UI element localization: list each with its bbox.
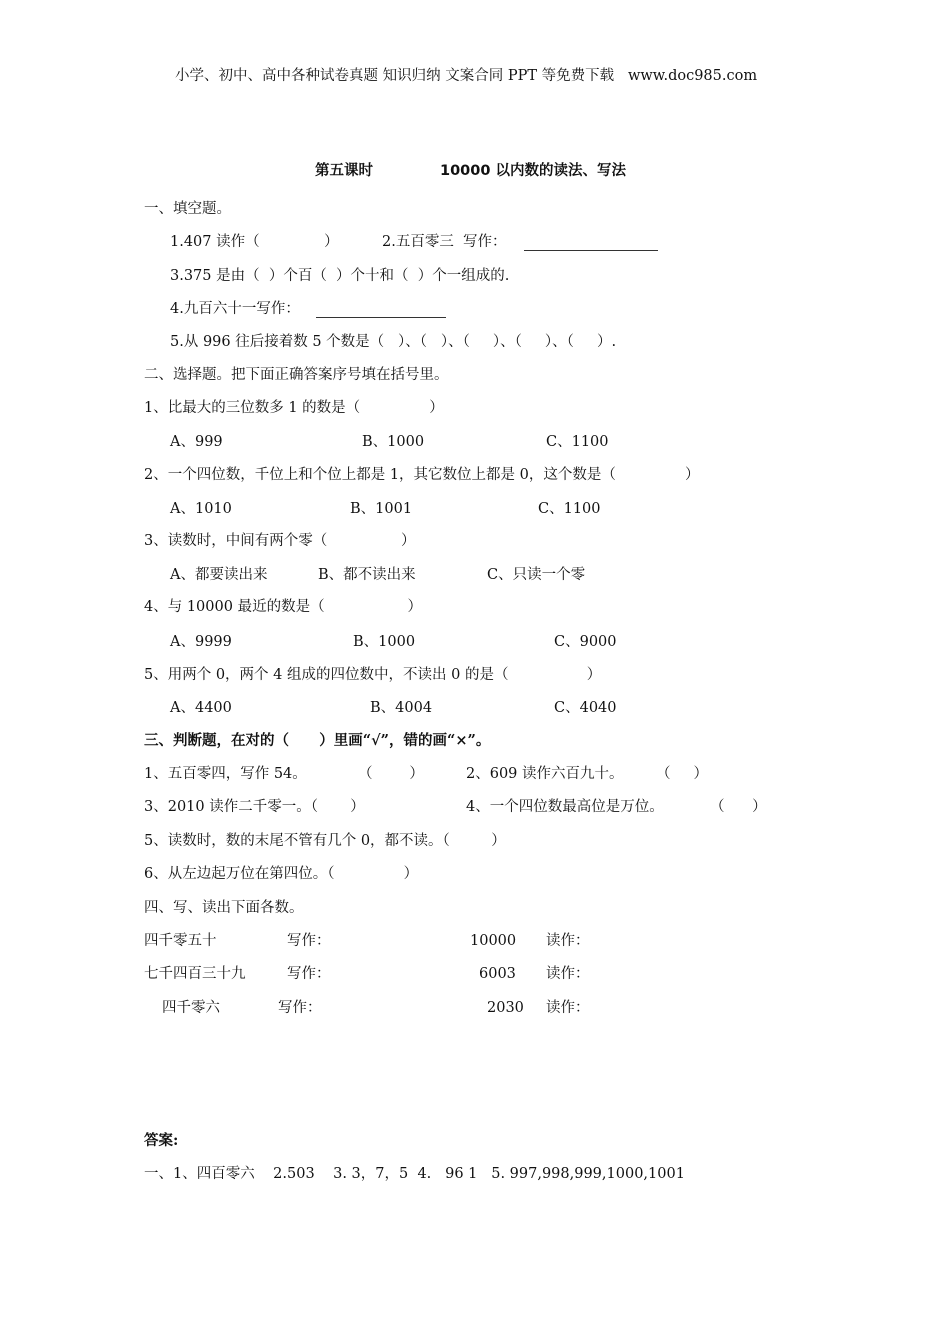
judge-q1: 1、五百零四，写作 54。 (144, 766, 307, 782)
section3-heading: 三、判断题，在对的（ ）里画“√”，错的画“×”。 (144, 732, 491, 749)
choice-q1: 1、比最大的三位数多 1 的数是（ ） (144, 400, 444, 416)
option-c: C、9000 (554, 634, 617, 650)
option-b: B、都不读出来 (318, 567, 416, 583)
judge-q4-paren: （ ） (710, 799, 767, 815)
option-b: B、4004 (370, 700, 433, 716)
option-b: B、1000 (362, 434, 425, 450)
section1-q4: 4.九百六十一写作： (170, 301, 300, 317)
read-label: 读作： (546, 966, 590, 982)
option-a: A、都要读出来 (170, 567, 268, 583)
option-a: A、4400 (170, 700, 232, 716)
write-read-word: 四千零五十 (144, 933, 217, 949)
read-label: 读作： (546, 1000, 590, 1016)
answers-heading: 答案: (144, 1132, 179, 1149)
section1-q1: 1.407 读作（ ） (170, 234, 339, 250)
option-b: B、1000 (353, 634, 416, 650)
write-read-number: 10000 (470, 933, 517, 949)
answers-line: 一、1、四百零六 2.503 3. 3，7，5 4. 96 1 5. 997,998,999,1000,1001 (144, 1166, 685, 1182)
judge-q1-paren: （ ） (358, 766, 424, 782)
choice-q5: 5、用两个 0，两个 4 组成的四位数中，不读出 0 的是（ ） (144, 667, 602, 683)
judge-q2: 2、609 读作六百九十。 (466, 766, 624, 782)
write-label: 写作： (278, 1000, 322, 1016)
judge-q4: 4、一个四位数最高位是万位。 (466, 799, 664, 815)
write-read-number: 2030 (487, 1000, 524, 1016)
choice-q2: 2、一个四位数，千位上和个位上都是 1，其它数位上都是 0，这个数是（ ） (144, 467, 700, 483)
write-read-word: 四千零六 (162, 1000, 220, 1016)
judge-q5: 5、读数时，数的末尾不管有几个 0，都不读。（ ） (144, 833, 506, 849)
answer-blank[interactable] (316, 303, 446, 318)
section2-heading: 二、选择题。把下面正确答案序号填在括号里。 (144, 367, 449, 383)
choice-q4: 4、与 10000 最近的数是（ ） (144, 599, 423, 615)
option-c: C、只读一个零 (487, 567, 586, 583)
option-b: B、1001 (350, 501, 413, 517)
judge-q3: 3、2010 读作二千零一。（ ） (144, 799, 365, 815)
choice-q3: 3、读数时，中间有两个零（ ） (144, 533, 416, 549)
page-header: 小学、初中、高中各种试卷真题 知识归纳 文案合同 PPT 等免费下载 www.doc985.com (175, 68, 758, 84)
write-read-number: 6003 (479, 966, 516, 982)
section1-q2: 2.五百零三 写作： (382, 234, 507, 250)
section4-heading: 四、写、读出下面各数。 (144, 900, 304, 916)
write-label: 写作： (287, 966, 331, 982)
section1-q5: 5.从 996 往后接着数 5 个数是（ ）、（ ）、（ ）、（ ）、（ ）. (170, 334, 617, 350)
option-a: A、9999 (170, 634, 232, 650)
option-a: A、1010 (170, 501, 232, 517)
option-c: C、1100 (538, 501, 601, 517)
judge-q2-paren: （ ） (656, 766, 709, 782)
read-label: 读作： (546, 933, 590, 949)
section1-heading: 一、填空题。 (144, 201, 231, 217)
answer-blank[interactable] (524, 236, 658, 251)
page-title: 10000 以内数的读法、写法 (440, 163, 626, 179)
judge-q6: 6、从左边起万位在第四位。（ ） (144, 866, 419, 882)
option-c: C、4040 (554, 700, 617, 716)
option-a: A、999 (170, 434, 223, 450)
section1-q3: 3.375 是由（ ）个百（ ）个十和（ ）个一组成的. (170, 268, 510, 284)
option-c: C、1100 (546, 434, 609, 450)
lesson-label: 第五课时 (315, 163, 373, 179)
write-label: 写作： (287, 933, 331, 949)
write-read-word: 七千四百三十九 (144, 966, 246, 982)
